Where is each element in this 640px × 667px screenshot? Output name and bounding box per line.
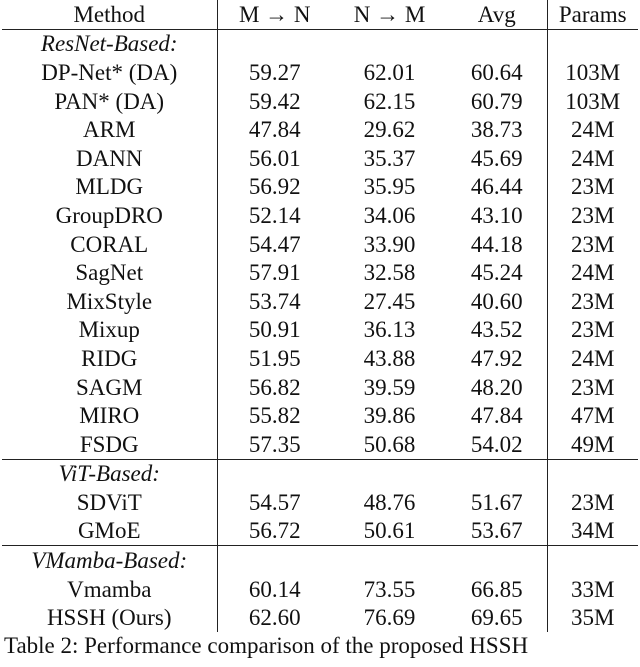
cell-method: CORAL xyxy=(2,230,217,259)
cell-method: SagNet xyxy=(2,258,217,287)
group-empty-cell xyxy=(547,29,638,58)
header-avg: Avg xyxy=(447,0,547,29)
cell-avg: 66.85 xyxy=(447,575,547,604)
cell-n-to-m: 62.01 xyxy=(363,59,416,85)
cell-avg: 43.10 xyxy=(447,201,547,230)
cell-avg: 45.69 xyxy=(447,144,547,173)
cell-n-to-m: 39.59 xyxy=(363,374,416,400)
header-method: Method xyxy=(2,0,217,29)
table-row xyxy=(2,144,638,173)
cell-params: 23M xyxy=(571,174,615,200)
table-row xyxy=(2,517,638,546)
table-row-ours xyxy=(2,603,638,632)
cell-avg: 60.79 xyxy=(447,87,547,116)
cell-method xyxy=(2,603,217,632)
group-label: ResNet-Based: xyxy=(2,29,217,58)
group-header-row xyxy=(2,459,638,488)
table-row xyxy=(2,230,638,259)
cell-method: MixStyle xyxy=(2,287,217,316)
header-params: Params xyxy=(547,0,638,29)
group-label: ViT-Based: xyxy=(2,459,217,488)
group-empty-cell xyxy=(217,29,332,58)
cell-n-to-m: 34.06 xyxy=(363,202,416,228)
table-row xyxy=(2,287,638,316)
results-table xyxy=(2,0,638,632)
table-row xyxy=(2,316,638,345)
cell-n-to-m: 50.61 xyxy=(332,517,447,546)
cell-method: RIDG xyxy=(2,344,217,373)
cell-params: 49M xyxy=(547,430,638,459)
cell-method: FSDG xyxy=(2,430,217,459)
cell-method: MIRO xyxy=(2,401,217,430)
ours-suffix: (Ours) xyxy=(105,605,172,631)
table-row xyxy=(2,344,638,373)
header-m-to-n: M → N xyxy=(217,0,332,29)
cell-avg: 38.73 xyxy=(447,115,547,144)
cell-params: 47M xyxy=(571,403,615,429)
table-row xyxy=(2,488,638,517)
cell-m-to-n: 56.92 xyxy=(248,174,301,200)
cell-params: 23M xyxy=(571,202,615,228)
group-empty-cell xyxy=(332,29,447,58)
cell-m-to-n: 50.91 xyxy=(248,317,301,343)
cell-avg: 54.02 xyxy=(447,430,547,459)
cell-m-to-n: 54.57 xyxy=(248,489,301,515)
cell-m-to-n: 52.14 xyxy=(248,202,301,228)
cell-m-to-n: 62.60 xyxy=(248,605,301,631)
cell-avg: 45.24 xyxy=(447,258,547,287)
header-n-to-m: N → M xyxy=(332,0,447,29)
cell-method: DANN xyxy=(2,144,217,173)
cell-avg: 46.44 xyxy=(447,173,547,202)
cell-n-to-m: 39.86 xyxy=(363,403,416,429)
cell-n-to-m: 48.76 xyxy=(363,489,416,515)
cell-params: 24M xyxy=(571,145,615,171)
cell-avg: 69.65 xyxy=(447,603,547,632)
table-row xyxy=(2,58,638,87)
cell-params: 33M xyxy=(571,576,615,602)
group-empty-cell xyxy=(332,459,447,488)
cell-m-to-n: 59.42 xyxy=(248,88,301,114)
cell-params: 103M xyxy=(565,88,621,114)
method-name-bold: HSSH xyxy=(46,605,106,631)
cell-params: 23M xyxy=(571,489,615,515)
cell-avg: 60.64 xyxy=(447,58,547,87)
group-empty-cell xyxy=(447,29,547,58)
table-row xyxy=(2,401,638,430)
group-empty-cell xyxy=(547,546,638,575)
group-header-row xyxy=(2,29,638,58)
cell-n-to-m: 35.37 xyxy=(363,145,416,171)
cell-n-to-m: 27.45 xyxy=(363,288,416,314)
cell-method: PAN* (DA) xyxy=(2,87,217,116)
cell-avg: 44.18 xyxy=(447,230,547,259)
group-empty-cell xyxy=(547,459,638,488)
cell-avg: 51.67 xyxy=(447,488,547,517)
cell-avg: 40.60 xyxy=(447,287,547,316)
cell-n-to-m: 29.62 xyxy=(363,117,416,143)
cell-method: ARM xyxy=(2,115,217,144)
cell-m-to-n: 56.72 xyxy=(217,517,332,546)
group-empty-cell xyxy=(217,546,332,575)
cell-avg: 53.67 xyxy=(447,517,547,546)
table-row xyxy=(2,373,638,402)
cell-params: 35M xyxy=(571,605,615,631)
cell-method: DP-Net* (DA) xyxy=(2,58,217,87)
cell-m-to-n: 59.27 xyxy=(248,59,301,85)
cell-m-to-n: 47.84 xyxy=(248,117,301,143)
cell-n-to-m: 32.58 xyxy=(363,260,416,286)
table-caption: Table 2: Performance comparison of the proposed HSSH xyxy=(4,633,529,658)
cell-m-to-n: 51.95 xyxy=(248,345,301,371)
table-row xyxy=(2,115,638,144)
group-empty-cell xyxy=(447,459,547,488)
cell-m-to-n: 54.47 xyxy=(248,231,301,257)
group-header-row xyxy=(2,546,638,575)
cell-n-to-m: 35.95 xyxy=(363,174,416,200)
cell-params: 23M xyxy=(571,288,615,314)
cell-method: Mixup xyxy=(2,316,217,345)
cell-avg: 43.52 xyxy=(447,316,547,345)
cell-n-to-m: 62.15 xyxy=(363,88,416,114)
group-empty-cell xyxy=(447,546,547,575)
table-row xyxy=(2,258,638,287)
cell-avg: 47.84 xyxy=(447,401,547,430)
cell-params: 23M xyxy=(571,231,615,257)
cell-n-to-m: 73.55 xyxy=(363,576,416,602)
table-row xyxy=(2,575,638,604)
cell-method: Vmamba xyxy=(2,575,217,604)
header-row xyxy=(2,0,638,29)
cell-params: 34M xyxy=(547,517,638,546)
cell-n-to-m: 76.69 xyxy=(363,605,416,631)
table-row xyxy=(2,173,638,202)
group-empty-cell xyxy=(332,546,447,575)
cell-n-to-m: 36.13 xyxy=(363,317,416,343)
group-empty-cell xyxy=(217,459,332,488)
cell-m-to-n: 56.01 xyxy=(248,145,301,171)
cell-m-to-n: 57.91 xyxy=(248,260,301,286)
cell-method: SAGM xyxy=(2,373,217,402)
cell-params: 23M xyxy=(571,374,615,400)
cell-method: MLDG xyxy=(2,173,217,202)
cell-params: 103M xyxy=(565,59,621,85)
group-label: VMamba-Based: xyxy=(2,546,217,575)
cell-m-to-n: 56.82 xyxy=(248,374,301,400)
table-row xyxy=(2,87,638,116)
cell-params: 23M xyxy=(571,317,615,343)
cell-n-to-m: 33.90 xyxy=(363,231,416,257)
cell-method: SDViT xyxy=(2,488,217,517)
cell-m-to-n: 57.35 xyxy=(217,430,332,459)
cell-avg: 48.20 xyxy=(447,373,547,402)
cell-n-to-m: 50.68 xyxy=(332,430,447,459)
cell-method: GroupDRO xyxy=(2,201,217,230)
table-body xyxy=(2,29,638,632)
cell-m-to-n: 60.14 xyxy=(248,576,301,602)
cell-method: GMoE xyxy=(2,517,217,546)
table-row xyxy=(2,201,638,230)
cell-params: 24M xyxy=(571,260,615,286)
cell-avg: 47.92 xyxy=(447,344,547,373)
cell-m-to-n: 53.74 xyxy=(248,288,301,314)
cell-m-to-n: 55.82 xyxy=(248,403,301,429)
table-row xyxy=(2,430,638,459)
cell-n-to-m: 43.88 xyxy=(363,345,416,371)
cell-params: 24M xyxy=(571,117,615,143)
cell-params: 24M xyxy=(571,345,615,371)
